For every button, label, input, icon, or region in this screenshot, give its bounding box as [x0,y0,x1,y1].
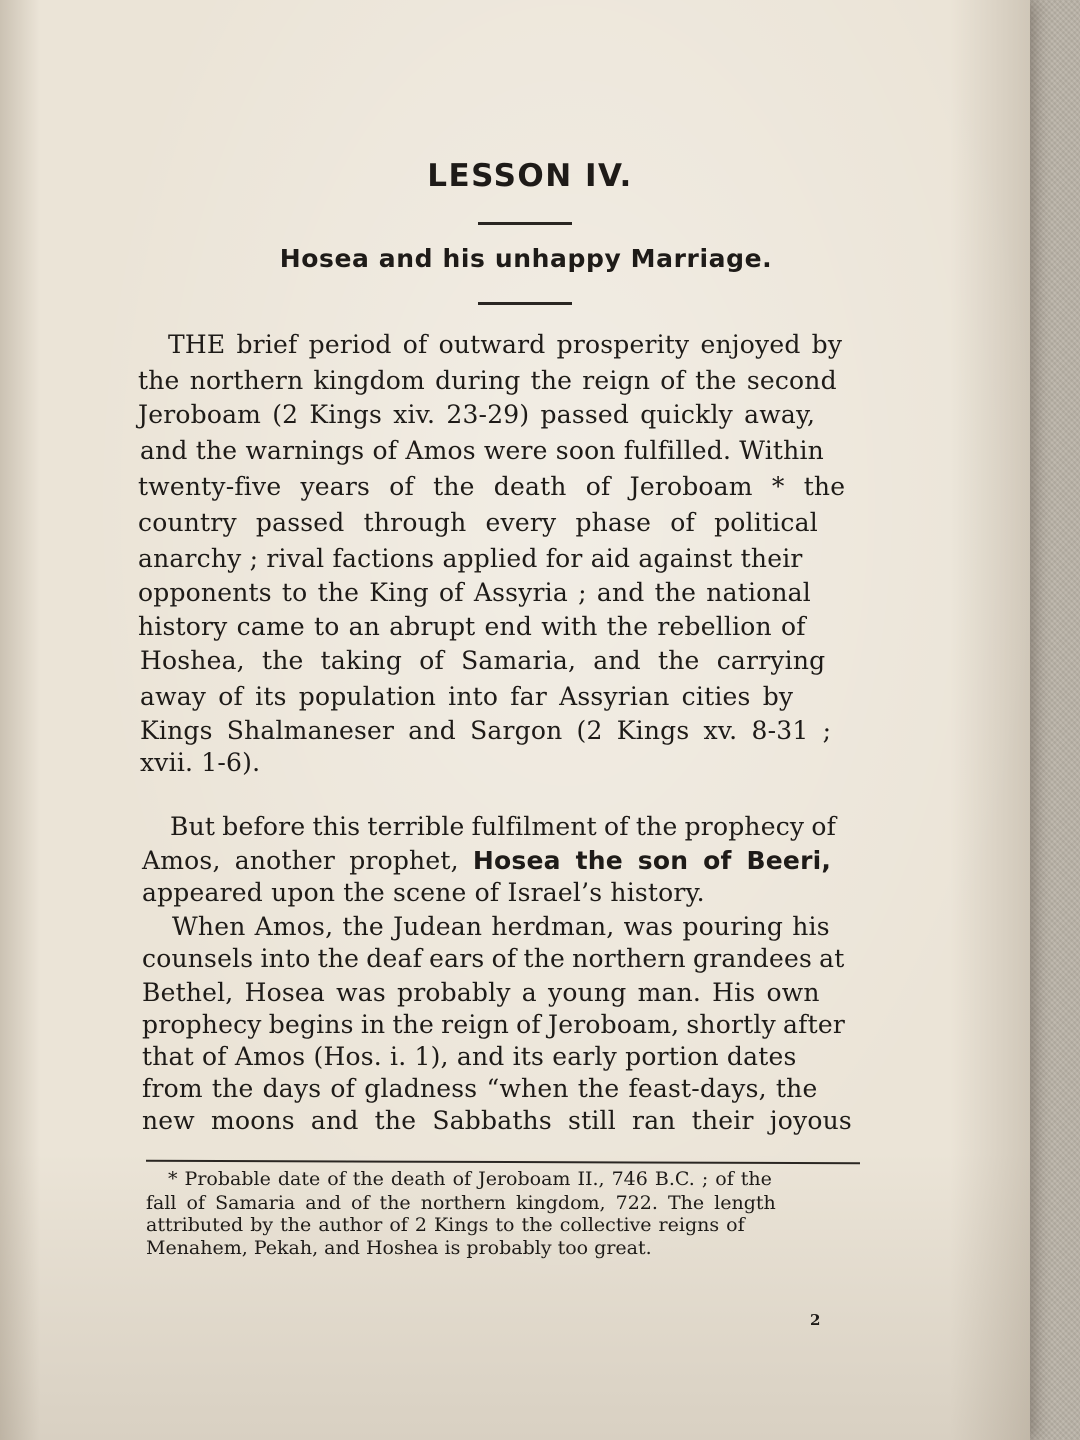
footnote-line: fall of Samaria and of the northern kingdom, 722. The length [146,1192,776,1214]
text-line: country passed through every phase of political [138,508,818,537]
page-number: 2 [810,1311,821,1329]
text-line: Kings Shalmaneser and Sargon (2 Kings xv. 8-31 ; [140,716,832,745]
text-line: history came to an abrupt end with the rebellion of [138,612,806,641]
footnote-rule [146,1160,860,1164]
text-line: the northern kingdom during the reign of the second [138,366,837,395]
text-line: THE brief period of outward prosperity enjoyed by [168,330,843,359]
text-span: Amos, another prophet, [142,846,459,875]
text-line: and the warnings of Amos were soon fulfilled. Within [140,436,824,465]
text-line: xvii. 1-6). [140,748,261,777]
text-line: appeared upon the scene of Israel’s history. [142,878,705,907]
text-line: Jeroboam (2 Kings xiv. 23-29) passed quickly away, [138,400,816,429]
text-line: When Amos, the Judean herdman, was pouring his [172,912,830,941]
text-line: that of Amos (Hos. i. 1), and its early portion dates [142,1042,797,1071]
footnote-line: attributed by the author of 2 Kings to the collective reigns of [146,1214,745,1236]
lesson-title: LESSON IV. [427,158,633,194]
lesson-subtitle: Hosea and his unhappy Marriage. [279,244,773,273]
title-rule-bottom [478,302,572,305]
text-line: But before this terrible fulfilment of the prophecy of [170,812,837,841]
text-line [142,846,831,876]
text-line: Hoshea, the taking of Samaria, and the carrying [140,646,826,675]
footnote-line: Menahem, Pekah, and Hoshea is probably too great. [146,1237,652,1259]
text-line: new moons and the Sabbaths still ran their joyous [142,1106,852,1135]
text-line: opponents to the King of Assyria ; and the national [138,578,811,607]
text-line: counsels into the deaf ears of the northern grandees at [142,944,845,973]
text-line: away of its population into far Assyrian cities by [140,682,794,711]
text-line: Bethel, Hosea was probably a young man. His own [142,978,820,1007]
prophet-name: Hosea the son of Beeri, [472,846,832,875]
text-line: twenty-five years of the death of Jeroboam * the [138,472,846,501]
footnote-line: * Probable date of the death of Jeroboam II., 746 B.C. ; of the [168,1168,772,1190]
title-rule-top [478,222,572,225]
text-line: from the days of gladness “when the feast-days, the [142,1074,818,1103]
text-line: anarchy ; rival factions applied for aid against their [138,544,803,573]
text-line: prophecy begins in the reign of Jeroboam, shortly after [142,1010,845,1039]
